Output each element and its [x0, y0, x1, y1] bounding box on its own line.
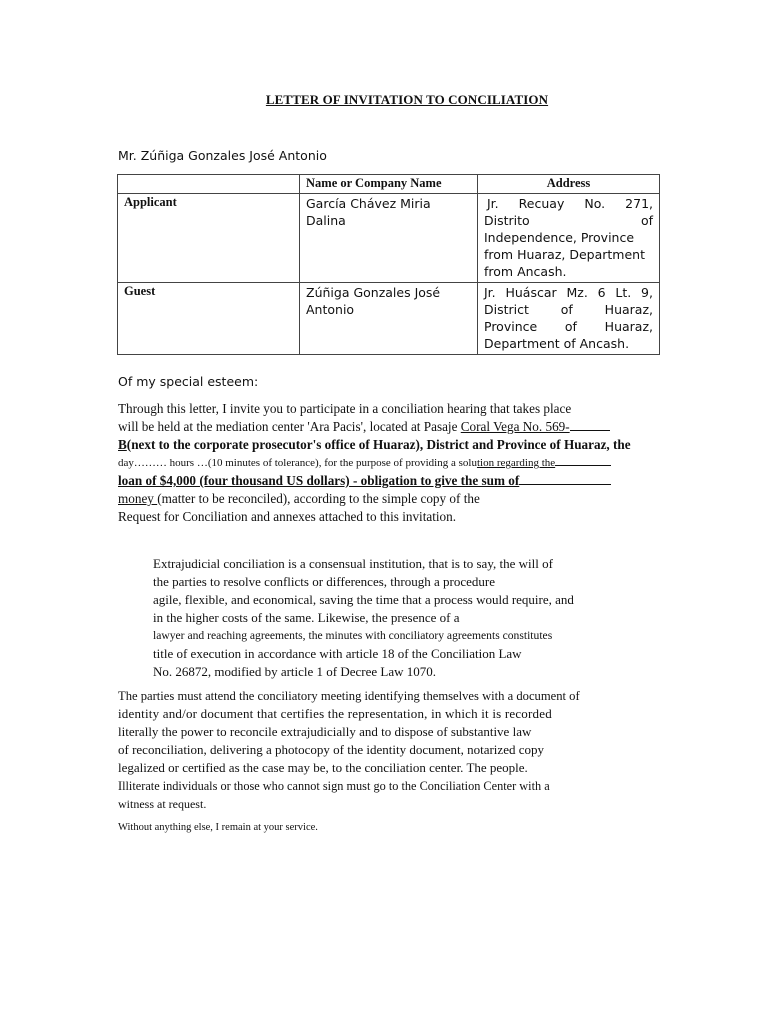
text-run: (next to the corporate prosecutor's office of Huaraz), District and Province of Huaraz, the [126, 437, 631, 452]
paragraph-line: lawyer and reaching agreements, the minutes with conciliatory agreements constitutes [153, 629, 553, 642]
address-line: from Huaraz, Department [484, 247, 645, 262]
table-header-row [118, 175, 660, 194]
recipient-line: Mr. Zúñiga Gonzales José Antonio [118, 148, 327, 163]
paragraph-line: in the higher costs of the same. Likewise, the presence of a [153, 610, 460, 625]
address-line: Province of Huaraz, [484, 319, 653, 334]
paragraph-line: Illiterate individuals or those who cannot sign must go to the Conciliation Center with a [118, 779, 550, 793]
attendance-paragraph [118, 687, 598, 813]
table-header-cell [118, 175, 300, 194]
address-line: Independence, Province [484, 230, 635, 245]
closing-line: Without anything else, I remain at your service. [118, 822, 318, 833]
blank-line [570, 429, 610, 431]
paragraph-line: agile, flexible, and economical, saving the time that a process would require, and [153, 592, 574, 607]
name-line: Zúñiga Gonzales José [306, 285, 441, 300]
paragraph-line: No. 26872, modified by article 1 of Decree Law 1070. [153, 664, 437, 679]
address-line: Jr. Huáscar Mz. 6 Lt. 9, [484, 285, 653, 300]
name-cell [300, 194, 478, 283]
invitation-paragraph [118, 400, 678, 526]
address-line: Department of Ancash. [484, 336, 630, 351]
text-run: (matter to be reconciled), according to the simple copy of the [157, 491, 480, 506]
address-line: from Ancash. [484, 264, 567, 279]
paragraph-line: literally the power to reconcile extrajudicially and to dispose of substantive law [118, 724, 532, 739]
text-run: will be held at the mediation center 'Ara Pacis', located at Pasaje [118, 419, 461, 434]
table-row-applicant [118, 194, 660, 283]
address-text: Coral Vega No. 569- [460, 419, 570, 434]
name-line: Antonio [306, 302, 355, 317]
name-line: García Chávez Miria [306, 196, 431, 211]
paragraph-line: Request for Conciliation and annexes attached to this invitation. [118, 509, 457, 524]
paragraph-line: legalized or certified as the case may be, to the conciliation center. The people. [118, 760, 528, 775]
paragraph-line: Through this letter, I invite you to participate in a conciliation hearing that takes place [118, 401, 572, 416]
text-run: money [118, 491, 158, 506]
paragraph-line [118, 472, 678, 490]
conciliation-definition-paragraph [153, 555, 633, 681]
parties-table [117, 174, 660, 355]
address-line: District of Huaraz, [484, 302, 653, 317]
paragraph-line: title of execution in accordance with article 18 of the Conciliation Law [153, 646, 522, 661]
name-line: Dalina [306, 213, 346, 228]
paragraph-line: of reconciliation, delivering a photocopy of the identity document, notarized copy [118, 742, 544, 757]
blank-line [555, 464, 611, 466]
salutation: Of my special esteem: [118, 374, 259, 389]
address-line: Distrito of [484, 213, 653, 228]
text-run: tion regarding the [476, 457, 556, 469]
loan-text: loan of $4,000 (four thousand US dollars) - obligation to give the sum of [118, 473, 520, 488]
address-cell [478, 194, 660, 283]
address-cell [478, 283, 660, 355]
letter-title: LETTER OF INVITATION TO CONCILIATION [265, 92, 549, 107]
role-cell: Guest [118, 283, 300, 355]
table-header-name: Name or Company Name [300, 175, 478, 194]
paragraph-line [118, 418, 678, 436]
paragraph-line [118, 490, 678, 508]
paragraph-line [118, 454, 678, 472]
role-cell: Applicant [118, 194, 300, 283]
paragraph-line: identity and/or document that certifies the representation, in which it is recorded [118, 706, 552, 721]
paragraph-line: The parties must attend the conciliatory meeting identifying themselves with a document of [118, 689, 580, 703]
paragraph-line [118, 436, 678, 454]
table-header-address: Address [478, 175, 660, 194]
paragraph-line: Extrajudicial conciliation is a consensual institution, that is to say, the will of [153, 556, 553, 571]
address-text: B [118, 437, 127, 452]
address-line: Jr. Recuay No. 271, [487, 196, 653, 211]
name-cell [300, 283, 478, 355]
blank-line [519, 483, 611, 485]
text-run: day……… hours …(10 minutes of tolerance), for the purpose of providing a solu [118, 457, 477, 469]
paragraph-line: the parties to resolve conflicts or differences, through a procedure [153, 574, 495, 589]
paragraph-line: witness at request. [118, 797, 207, 811]
table-row-guest [118, 283, 660, 355]
